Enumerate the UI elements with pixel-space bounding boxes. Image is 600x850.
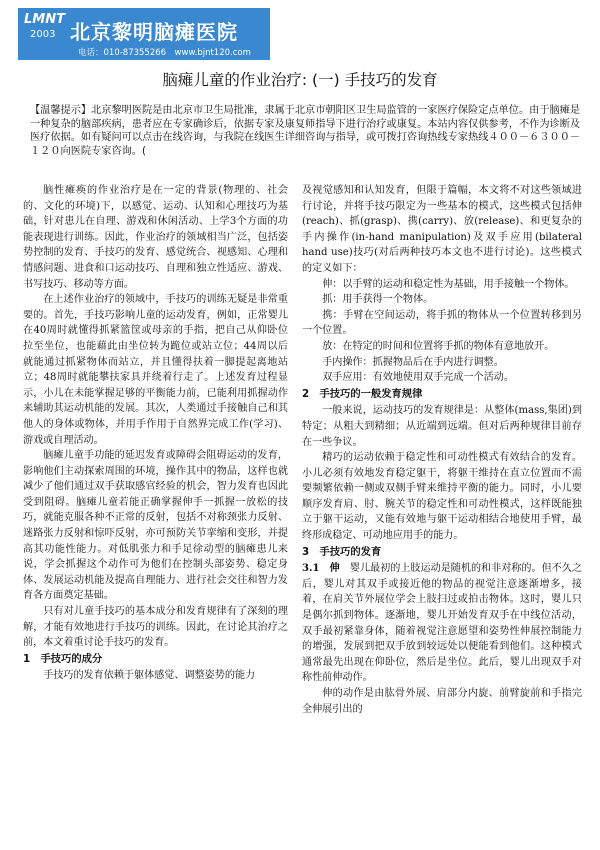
hospital-banner: [18, 8, 270, 60]
definition: 携：手臂在空间运动，将手抓的物体从一个位置转移到另一个位置。: [302, 309, 582, 337]
paragraph: 脑瘫儿童手功能的延迟发育或障碍会阻碍运动的发育，影响他们主动探索周围的环境，操作其中的物品，这样也就减少了他们通过双手获取感官经验的机会，智力发育也因此受到阻碍。脑瘫儿童若能正确掌握伸手一抓握一放松的技巧，就能克服各种不正常的反射，包括不对称颈张力反射、迷路张力反射和惊吓反射，亦可预防关节挛缩和变形，并提高其功能性能力。对低肌张力和手足徐动型的脑瘫患儿来说，学会抓握这个动作可为他们在控制头部姿势、稳定身体、发展运动机能及提高自理能力、进行社会交往和智力发育各方面奠定基础。: [23, 450, 288, 602]
left-column: [23, 183, 288, 684]
paragraph: 及视觉感知和认知发育，但限于篇幅，本文将不对这些领域进行讨论，并将手技巧限定为一些基本的模式，这些模式包括伸(reach)、抓(grasp)、携(carry)、放(release)、和更复杂的手内操作(in-hand manipulation)及双手应用(bilateral hand use)技巧(对后两种技巧本文也不进行讨论)。这些模式的定义如下：: [302, 185, 582, 274]
subsection-label: 3.1 伸: [302, 563, 340, 575]
paragraph: 在上述作业治疗的领域中，手技巧的训练无疑是非常重要的。首先，手技巧影响儿童的运动发育，例如，正常婴儿在40周时就懂得抓紧篮筐或母亲的手指，把自己从仰卧位拉至坐位，也能藉此由坐位转为跪位或站立位；44周以后就能通过抓紧物体而站立，并且懂得扶着一脚提起离地站立；48周时就能攀扶家具并绕着行走了。上述发育过程显示，小儿在未能掌握足够的平衡能力前，已能利用抓握动作来辅助其运动机能的发展。其次，人类通过手接触自己和其他人的身体或物体，并用手作用于自然界完成工作(学习)、游戏或自理活动。: [23, 294, 288, 446]
logo-year: 2003: [30, 29, 56, 40]
paragraph: 精巧的运动依赖于稳定性和可动性模式有效结合的发育。小儿必须有效地发育稳定躯干，将躯干维持在直立位置而不需要频繁依赖一侧或双侧手臂来维持平衡的能力。同时，小儿要顺序发育肩、肘、腕关节的稳定性和可动性模式，这样既能独立于躯干运动，又能有效地与躯干运动相结合地使用手臂，最终形成稳定、可动地应用手的能力。: [302, 452, 582, 542]
paragraph: 伸的动作是由肱骨外展、肩部分内旋、前臂旋前和手指完全伸展引出的: [302, 688, 582, 715]
section-heading: 1 手技巧的成分: [23, 652, 103, 665]
notice-text: 【温馨提示】北京黎明医院是由北京市卫生局批准，隶属于北京市朝阳区卫生局监管的一家医疗保险定点单位。由于脑瘫是一种复杂的脑部疾病，患者应在专家确诊后，依据专家及康复师指导下进行治疗或康复。本站内容仅供参考，不作为诊断及医疗依据。如有疑问可以点击在线咨询，与我院在线医生详细咨询与指导，或可拨打咨询热线专家热线４００－６３００－１２０向医院专家咨询。(: [30, 105, 581, 157]
article-title: 脑瘫儿童的作业治疗: (一) 手技巧的发育: [162, 71, 438, 89]
section-heading: 2 手技巧的一般发育规律: [302, 387, 423, 400]
logo-text: LMNT: [24, 12, 65, 27]
paragraph: 脑性瘫痪的作业治疗是在一定的背景(物理的、社会的、文化的环境)下，以感觉、运动、认知和心理技巧为基础，针对患儿在自理、游戏和休闲活动、上学3个方面的功能表现进行训练。因此，作业治疗的领域相当广泛，包括姿势控制的发育、手技巧的发育、感觉统合、视感知、心理和情感问题、进食和口运动技巧、自理和独立性适应、游戏、书写技巧、移动等方面。: [23, 185, 288, 290]
paragraph: 手技巧的发育依赖于躯体感觉、调整姿势的能力: [43, 670, 256, 682]
contact-info: 电话：010-87355266 www.bjnt120.com: [78, 48, 251, 58]
definition: 双手应用：有效地使用双手完成一个活动。: [322, 372, 514, 384]
definition: 抓：用手获得一个物体。: [322, 294, 434, 306]
subsection-paragraph: [302, 561, 582, 686]
paragraph: 只有对儿童手技巧的基本成分和发育规律有了深刻的理解，才能有效地进行手技巧的训练。因此，在讨论其治疗之前，本文着重讨论手技巧的发育。: [23, 606, 288, 649]
subsection-text: 婴儿最初的上肢运动是随机的和非对称的。但不久之后，婴儿对其双手或接近他的物品的视觉注意逐渐增多，接着，在肩关节外展位学会上肢扫过或拍击物体。这时，婴儿只是偶尔抓到物体。逐渐地，婴儿开始发育双手在中线位活动，双手最初紧靠身体，随着视觉注意愿望和姿势性伸展控制能力的增强，发展到把双手放到较远处以便能看到他们。这种模式通常最先出现在仰卧位，然后是坐位。此后，婴儿出现双手对称性前伸动作。: [302, 563, 582, 684]
definition: 放：在特定的时间和位置将手抓的物体有意地放开。: [322, 340, 555, 352]
hospital-logo: [24, 13, 65, 42]
right-column: [302, 183, 582, 717]
hospital-name: 北京黎明脑瘫医院: [70, 20, 238, 44]
paragraph: 一般来说，运动技巧的发育规律是：从整体(mass,集团)到特定；从粗大到精细；从近端到远端。但对后两种规律目前存在一些争议。: [302, 405, 582, 448]
definition: 伸：以手臂的运动和稳定性为基础，用手接触一个物体。: [322, 278, 575, 290]
section-heading: 3 手技巧的发育: [302, 545, 382, 558]
definition: 手内操作：抓握物品后在手内进行调整。: [322, 356, 504, 368]
